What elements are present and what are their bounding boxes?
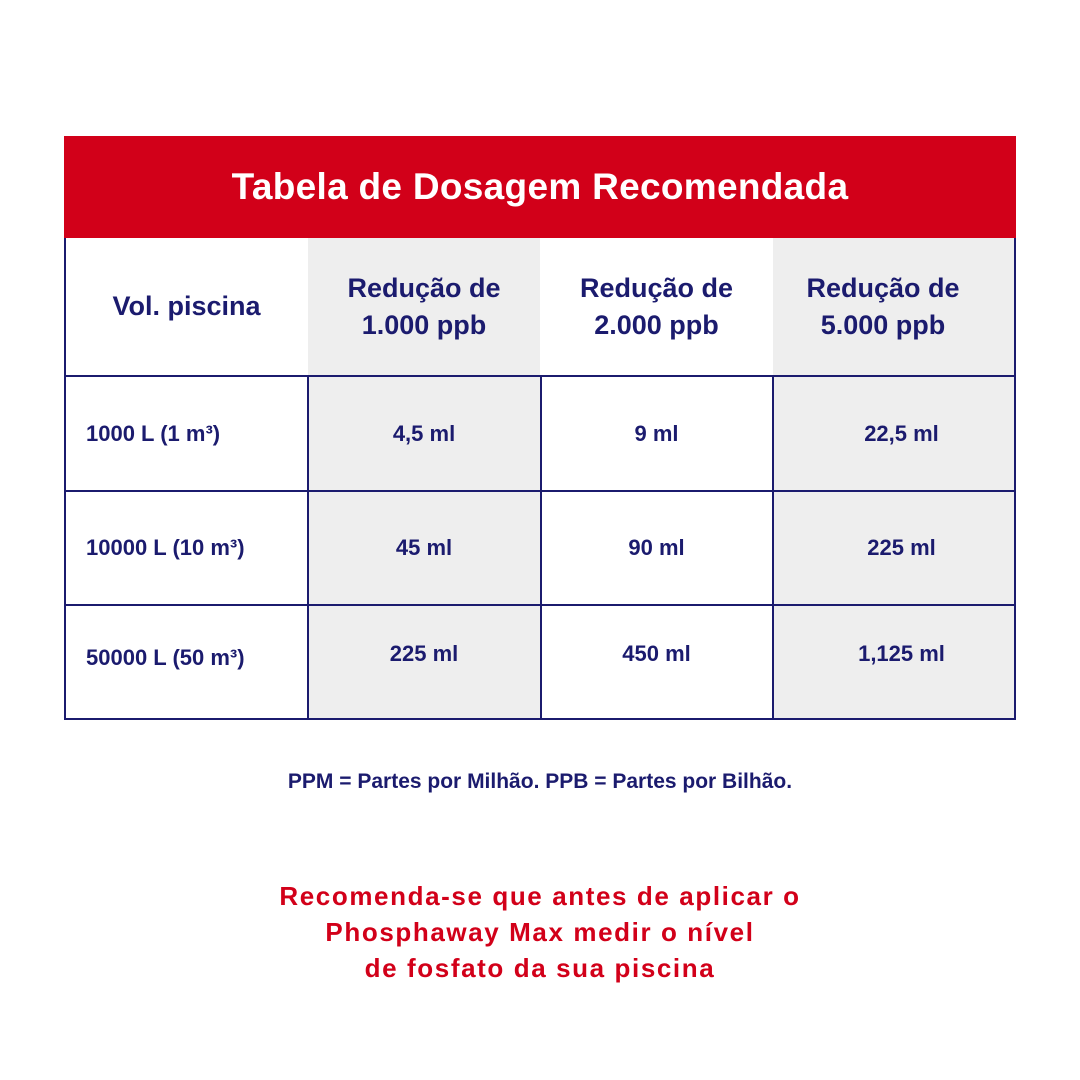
dosage-table [64, 136, 1016, 720]
dose-cell: 225 ml [867, 535, 936, 560]
header-reduction-5000: Redução de 5.000 ppb [806, 272, 960, 340]
abbreviation-note: PPM = Partes por Milhão. PPB = Partes por Bilhão. [287, 770, 793, 793]
recommendation-line: de fosfato da sua piscina [364, 953, 716, 983]
row-volume: 10000 L (10 m³) [86, 535, 245, 560]
dose-cell: 90 ml [628, 535, 685, 560]
table-title: Tabela de Dosagem Recomendada [64, 136, 1016, 238]
dose-cell: 4,5 ml [392, 420, 456, 446]
dose-cell: 450 ml [622, 641, 691, 666]
row-volume: 1000 L (1 m³) [86, 420, 221, 446]
dose-cell: 225 ml [389, 641, 459, 666]
row-volume: 50000 L (50 m³) [86, 645, 245, 670]
recommendation-line: Phosphaway Max medir o nível [325, 917, 755, 947]
dose-cell: 9 ml [634, 420, 679, 446]
recommendation-text [0, 878, 1080, 986]
dose-cell: 1,125 ml [858, 641, 945, 666]
dose-cell: 45 ml [395, 535, 453, 560]
header-volume: Vol. piscina [112, 291, 261, 321]
dose-cell: 22,5 ml [864, 420, 939, 446]
recommendation-line: Recomenda-se que antes de aplicar o [279, 881, 801, 911]
header-reduction-1000: Redução de 1.000 ppb [347, 272, 501, 340]
header-reduction-2000: Redução de 2.000 ppb [579, 272, 734, 340]
